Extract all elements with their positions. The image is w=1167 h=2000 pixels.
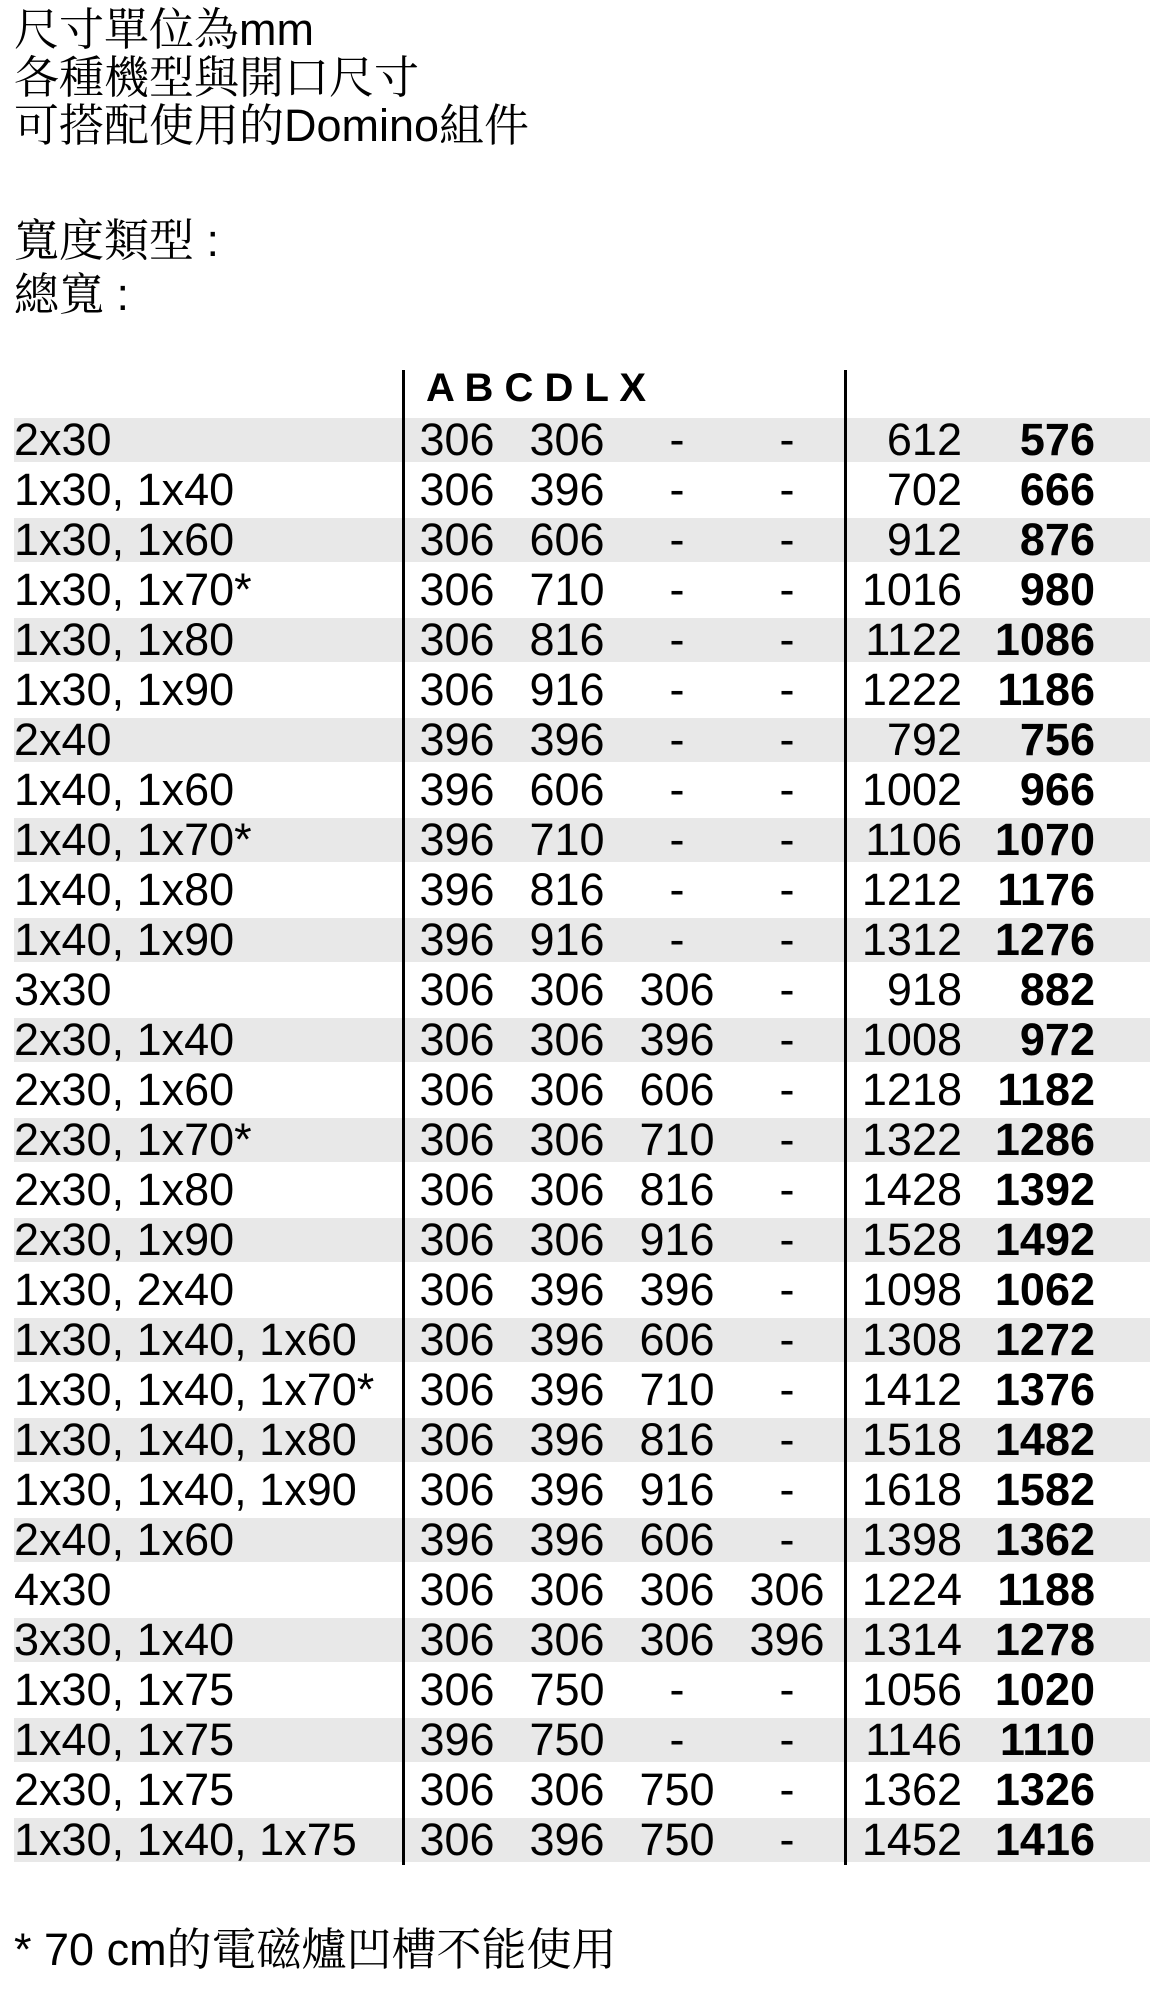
cell-dim-b: 396 bbox=[529, 1814, 605, 1865]
cell-dim-a: 306 bbox=[419, 964, 495, 1015]
cell-dim-a: 306 bbox=[419, 1014, 495, 1065]
cell-dim-c: 606 bbox=[639, 1064, 715, 1115]
cell-dim-a: 306 bbox=[419, 564, 495, 615]
cell-total-width: 1122 bbox=[865, 614, 962, 665]
cell-dim-a: 396 bbox=[419, 1714, 495, 1765]
cell-opening-width: 980 bbox=[1019, 564, 1095, 615]
cell-dim-d: - bbox=[779, 1464, 795, 1515]
cell-total-width: 1106 bbox=[865, 814, 962, 865]
cell-opening-width: 1188 bbox=[997, 1564, 1095, 1615]
cell-dim-c: 916 bbox=[639, 1214, 715, 1265]
cell-dim-a: 306 bbox=[419, 464, 495, 515]
cell-dim-d: - bbox=[779, 1064, 795, 1115]
cell-config-label: 1x30, 1x60 bbox=[14, 514, 235, 565]
cell-opening-width: 576 bbox=[1019, 414, 1095, 465]
cell-dim-b: 396 bbox=[529, 1364, 605, 1415]
cell-dim-c: 750 bbox=[639, 1814, 715, 1865]
cell-dim-d: - bbox=[779, 1364, 795, 1415]
cell-dim-d: - bbox=[779, 464, 795, 515]
cell-dim-d: - bbox=[779, 814, 795, 865]
table-row bbox=[14, 515, 1150, 565]
cell-total-width: 792 bbox=[886, 714, 962, 765]
table-row bbox=[14, 1815, 1150, 1865]
cell-config-label: 4x30 bbox=[14, 1564, 112, 1615]
cell-config-label: 2x30, 1x60 bbox=[14, 1064, 235, 1115]
cell-dim-c: - bbox=[669, 764, 685, 815]
cell-dim-c: 816 bbox=[639, 1414, 715, 1465]
cell-dim-c: 396 bbox=[639, 1264, 715, 1315]
cell-dim-d: - bbox=[779, 1764, 795, 1815]
cell-dim-b: 306 bbox=[529, 1014, 605, 1065]
cell-dim-a: 306 bbox=[419, 664, 495, 715]
cell-dim-b: 306 bbox=[529, 414, 605, 465]
cell-config-label: 1x40, 1x90 bbox=[14, 914, 235, 965]
table-row bbox=[14, 1465, 1150, 1515]
cell-opening-width: 756 bbox=[1019, 714, 1095, 765]
cell-dim-d: - bbox=[779, 564, 795, 615]
cell-dim-b: 396 bbox=[529, 714, 605, 765]
cell-config-label: 2x30, 1x40 bbox=[14, 1014, 235, 1065]
cell-dim-b: 816 bbox=[529, 614, 605, 665]
cell-dim-c: 710 bbox=[639, 1114, 715, 1165]
cell-config-label: 1x30, 1x75 bbox=[14, 1664, 235, 1715]
table-row bbox=[14, 415, 1150, 465]
cell-dim-d: - bbox=[779, 1114, 795, 1165]
cell-config-label: 1x30, 1x40, 1x60 bbox=[14, 1314, 357, 1365]
cell-dim-b: 306 bbox=[529, 1564, 605, 1615]
cell-dim-d: - bbox=[779, 1514, 795, 1565]
cell-opening-width: 1276 bbox=[994, 914, 1095, 965]
cell-total-width: 612 bbox=[886, 414, 962, 465]
cell-dim-a: 396 bbox=[419, 814, 495, 865]
cell-total-width: 1222 bbox=[861, 664, 962, 715]
table-row bbox=[14, 1065, 1150, 1115]
cell-opening-width: 666 bbox=[1019, 464, 1095, 515]
cell-config-label: 1x30, 1x70* bbox=[14, 564, 252, 615]
cell-dim-c: - bbox=[669, 1664, 685, 1715]
cell-total-width: 1098 bbox=[861, 1264, 962, 1315]
cell-config-label: 1x30, 1x40, 1x90 bbox=[14, 1464, 357, 1515]
title-line-domino: 可搭配使用的Domino組件 bbox=[14, 100, 530, 151]
cell-dim-a: 306 bbox=[419, 1314, 495, 1365]
cell-dim-a: 306 bbox=[419, 514, 495, 565]
cell-dim-b: 396 bbox=[529, 464, 605, 515]
cell-dim-b: 396 bbox=[529, 1264, 605, 1315]
cell-opening-width: 1186 bbox=[997, 664, 1095, 715]
table-row bbox=[14, 1415, 1150, 1465]
title-line-unit: 尺寸單位為mm bbox=[14, 4, 314, 55]
cell-dim-c: 606 bbox=[639, 1314, 715, 1365]
cell-config-label: 2x40, 1x60 bbox=[14, 1514, 235, 1565]
cell-config-label: 3x30 bbox=[14, 964, 112, 1015]
cell-opening-width: 1416 bbox=[994, 1814, 1095, 1865]
table-row bbox=[14, 815, 1150, 865]
cell-dim-a: 306 bbox=[419, 614, 495, 665]
cell-dim-a: 396 bbox=[419, 914, 495, 965]
cell-total-width: 1314 bbox=[861, 1614, 962, 1665]
cell-dim-c: - bbox=[669, 614, 685, 665]
cell-dim-a: 306 bbox=[419, 1764, 495, 1815]
cell-dim-c: 916 bbox=[639, 1464, 715, 1515]
cell-dim-d: - bbox=[779, 1664, 795, 1715]
total-width-label: 總寬 : bbox=[14, 269, 130, 320]
cell-config-label: 2x30 bbox=[14, 414, 112, 465]
cell-total-width: 1308 bbox=[861, 1314, 962, 1365]
intro-labels bbox=[14, 214, 219, 322]
table-row bbox=[14, 1015, 1150, 1065]
cell-opening-width: 966 bbox=[1019, 764, 1095, 815]
cell-dim-b: 306 bbox=[529, 1614, 605, 1665]
table-row bbox=[14, 1165, 1150, 1215]
cell-dim-d: - bbox=[779, 1414, 795, 1465]
cell-dim-a: 306 bbox=[419, 1564, 495, 1615]
cell-dim-a: 306 bbox=[419, 1414, 495, 1465]
table-row bbox=[14, 665, 1150, 715]
cell-total-width: 912 bbox=[886, 514, 962, 565]
cell-dim-c: 306 bbox=[639, 1564, 715, 1615]
cell-dim-b: 606 bbox=[529, 514, 605, 565]
table-row bbox=[14, 965, 1150, 1015]
cell-opening-width: 1286 bbox=[994, 1114, 1095, 1165]
cell-dim-b: 606 bbox=[529, 764, 605, 815]
cell-total-width: 1322 bbox=[861, 1114, 962, 1165]
cell-dim-b: 750 bbox=[529, 1664, 605, 1715]
table-row bbox=[14, 1115, 1150, 1165]
cell-dim-d: - bbox=[779, 1314, 795, 1365]
cell-dim-b: 306 bbox=[529, 1214, 605, 1265]
cell-dim-d: - bbox=[779, 914, 795, 965]
table-row bbox=[14, 915, 1150, 965]
cell-total-width: 1398 bbox=[861, 1514, 962, 1565]
cell-total-width: 1618 bbox=[861, 1464, 962, 1515]
cell-total-width: 1056 bbox=[861, 1664, 962, 1715]
cell-dim-a: 306 bbox=[419, 1464, 495, 1515]
cell-config-label: 2x40 bbox=[14, 714, 112, 765]
cell-opening-width: 1326 bbox=[994, 1764, 1095, 1815]
cell-total-width: 1218 bbox=[861, 1064, 962, 1115]
cell-dim-a: 306 bbox=[419, 1814, 495, 1865]
cell-dim-b: 396 bbox=[529, 1464, 605, 1515]
cell-dim-a: 306 bbox=[419, 1214, 495, 1265]
cell-dim-c: 396 bbox=[639, 1014, 715, 1065]
table-row bbox=[14, 1515, 1150, 1565]
cell-total-width: 1452 bbox=[861, 1814, 962, 1865]
cell-opening-width: 1110 bbox=[999, 1714, 1095, 1765]
cell-total-width: 918 bbox=[886, 964, 962, 1015]
cell-total-width: 1212 bbox=[861, 864, 962, 915]
cell-opening-width: 1492 bbox=[994, 1214, 1095, 1265]
table-row bbox=[14, 1365, 1150, 1415]
cell-opening-width: 1376 bbox=[994, 1364, 1095, 1415]
cell-config-label: 1x30, 1x40, 1x70* bbox=[14, 1364, 375, 1415]
cell-total-width: 1224 bbox=[861, 1564, 962, 1615]
cell-opening-width: 882 bbox=[1019, 964, 1095, 1015]
cell-dim-a: 306 bbox=[419, 1614, 495, 1665]
cell-dim-d: - bbox=[779, 1714, 795, 1765]
cell-dim-b: 710 bbox=[529, 564, 605, 615]
cell-opening-width: 1272 bbox=[994, 1314, 1095, 1365]
cell-dim-c: - bbox=[669, 814, 685, 865]
cell-opening-width: 1392 bbox=[994, 1164, 1095, 1215]
cell-dim-d: - bbox=[779, 964, 795, 1015]
cell-opening-width: 876 bbox=[1019, 514, 1095, 565]
cell-total-width: 1016 bbox=[861, 564, 962, 615]
cell-config-label: 1x40, 1x70* bbox=[14, 814, 252, 865]
cell-dim-c: - bbox=[669, 864, 685, 915]
cell-config-label: 1x30, 1x40, 1x75 bbox=[14, 1814, 357, 1865]
cell-config-label: 3x30, 1x40 bbox=[14, 1614, 235, 1665]
cell-dim-c: 306 bbox=[639, 1614, 715, 1665]
cell-dim-c: - bbox=[669, 564, 685, 615]
cell-dim-c: - bbox=[669, 914, 685, 965]
cell-dim-b: 306 bbox=[529, 1764, 605, 1815]
cell-dim-d: - bbox=[779, 714, 795, 765]
cell-dim-d: - bbox=[779, 1164, 795, 1215]
cell-dim-c: 816 bbox=[639, 1164, 715, 1215]
cell-dim-a: 396 bbox=[419, 864, 495, 915]
cell-dim-d: - bbox=[779, 664, 795, 715]
cell-dim-d: - bbox=[779, 764, 795, 815]
table-divider-line-left bbox=[402, 370, 405, 1865]
table-row bbox=[14, 465, 1150, 515]
cell-dim-a: 306 bbox=[419, 1164, 495, 1215]
cell-dim-c: - bbox=[669, 1714, 685, 1765]
cell-total-width: 1312 bbox=[861, 914, 962, 965]
table-row bbox=[14, 1265, 1150, 1315]
cell-dim-a: 306 bbox=[419, 1064, 495, 1115]
cell-dim-d: - bbox=[779, 864, 795, 915]
cell-dim-d: - bbox=[779, 1014, 795, 1065]
cell-dim-d: - bbox=[779, 1264, 795, 1315]
cell-config-label: 1x40, 1x75 bbox=[14, 1714, 235, 1765]
cell-dim-d: - bbox=[779, 1214, 795, 1265]
table-row bbox=[14, 865, 1150, 915]
cell-dim-a: 306 bbox=[419, 1264, 495, 1315]
cell-opening-width: 1176 bbox=[997, 864, 1095, 915]
cell-total-width: 702 bbox=[886, 464, 962, 515]
cell-dim-d: - bbox=[779, 614, 795, 665]
table-row bbox=[14, 1665, 1150, 1715]
cell-dim-d: 396 bbox=[749, 1614, 825, 1665]
cell-total-width: 1008 bbox=[861, 1014, 962, 1065]
cell-dim-c: - bbox=[669, 414, 685, 465]
cell-opening-width: 1278 bbox=[994, 1614, 1095, 1665]
cell-dim-b: 396 bbox=[529, 1314, 605, 1365]
cell-config-label: 1x30, 1x40, 1x80 bbox=[14, 1414, 357, 1465]
cell-dim-a: 396 bbox=[419, 764, 495, 815]
cell-dim-c: - bbox=[669, 714, 685, 765]
cell-dim-b: 306 bbox=[529, 1114, 605, 1165]
footnote: * 70 cm的電磁爐凹槽不能使用 bbox=[14, 1924, 617, 1975]
cell-dim-b: 396 bbox=[529, 1514, 605, 1565]
cell-dim-a: 396 bbox=[419, 714, 495, 765]
cell-dim-c: 606 bbox=[639, 1514, 715, 1565]
table-row bbox=[14, 1315, 1150, 1365]
cell-dim-a: 306 bbox=[419, 414, 495, 465]
title-line-models: 各種機型與開口尺寸 bbox=[14, 52, 420, 103]
cell-dim-d: - bbox=[779, 414, 795, 465]
cell-dim-c: - bbox=[669, 514, 685, 565]
cell-opening-width: 1482 bbox=[994, 1414, 1095, 1465]
cell-dim-b: 916 bbox=[529, 664, 605, 715]
cell-opening-width: 1182 bbox=[997, 1064, 1095, 1115]
table-column-header: A B C D L X bbox=[426, 366, 647, 410]
table-divider-line-right bbox=[844, 370, 847, 1865]
cell-opening-width: 1070 bbox=[994, 814, 1095, 865]
table-row bbox=[14, 1215, 1150, 1265]
cell-config-label: 2x30, 1x90 bbox=[14, 1214, 235, 1265]
cell-dim-c: - bbox=[669, 664, 685, 715]
table-row bbox=[14, 1565, 1150, 1615]
cell-dim-a: 396 bbox=[419, 1514, 495, 1565]
cell-config-label: 1x40, 1x60 bbox=[14, 764, 235, 815]
table-row bbox=[14, 1615, 1150, 1665]
cell-opening-width: 1582 bbox=[994, 1464, 1095, 1515]
cell-total-width: 1146 bbox=[865, 1714, 962, 1765]
dimensions-table bbox=[14, 415, 1150, 1865]
cell-dim-a: 306 bbox=[419, 1664, 495, 1715]
cell-dim-d: - bbox=[779, 1814, 795, 1865]
cell-config-label: 1x40, 1x80 bbox=[14, 864, 235, 915]
table-row bbox=[14, 715, 1150, 765]
cell-dim-d: 306 bbox=[749, 1564, 825, 1615]
cell-total-width: 1528 bbox=[861, 1214, 962, 1265]
cell-dim-c: 750 bbox=[639, 1764, 715, 1815]
cell-config-label: 1x30, 1x40 bbox=[14, 464, 235, 515]
table-row bbox=[14, 1715, 1150, 1765]
cell-opening-width: 1020 bbox=[994, 1664, 1095, 1715]
cell-dim-c: 710 bbox=[639, 1364, 715, 1415]
cell-config-label: 2x30, 1x70* bbox=[14, 1114, 252, 1165]
cell-opening-width: 1062 bbox=[994, 1264, 1095, 1315]
cell-dim-d: - bbox=[779, 514, 795, 565]
cell-config-label: 2x30, 1x75 bbox=[14, 1764, 235, 1815]
cell-config-label: 1x30, 1x80 bbox=[14, 614, 235, 665]
table-row bbox=[14, 765, 1150, 815]
cell-dim-b: 816 bbox=[529, 864, 605, 915]
cell-config-label: 1x30, 1x90 bbox=[14, 664, 235, 715]
cell-total-width: 1428 bbox=[861, 1164, 962, 1215]
cell-dim-b: 306 bbox=[529, 964, 605, 1015]
cell-config-label: 1x30, 2x40 bbox=[14, 1264, 235, 1315]
cell-dim-b: 306 bbox=[529, 1064, 605, 1115]
cell-opening-width: 1086 bbox=[994, 614, 1095, 665]
cell-dim-b: 396 bbox=[529, 1414, 605, 1465]
page-title bbox=[14, 6, 529, 150]
table-row bbox=[14, 615, 1150, 665]
cell-opening-width: 972 bbox=[1019, 1014, 1095, 1065]
cell-dim-c: - bbox=[669, 464, 685, 515]
cell-total-width: 1002 bbox=[861, 764, 962, 815]
cell-dim-c: 306 bbox=[639, 964, 715, 1015]
cell-config-label: 2x30, 1x80 bbox=[14, 1164, 235, 1215]
cell-dim-a: 306 bbox=[419, 1114, 495, 1165]
cell-dim-b: 916 bbox=[529, 914, 605, 965]
cell-total-width: 1362 bbox=[861, 1764, 962, 1815]
width-type-label: 寬度類型 : bbox=[14, 215, 220, 266]
cell-dim-b: 750 bbox=[529, 1714, 605, 1765]
cell-total-width: 1518 bbox=[861, 1414, 962, 1465]
cell-opening-width: 1362 bbox=[994, 1514, 1095, 1565]
cell-total-width: 1412 bbox=[861, 1364, 962, 1415]
cell-dim-b: 306 bbox=[529, 1164, 605, 1215]
cell-dim-b: 710 bbox=[529, 814, 605, 865]
table-row bbox=[14, 565, 1150, 615]
cell-dim-a: 306 bbox=[419, 1364, 495, 1415]
table-row bbox=[14, 1765, 1150, 1815]
